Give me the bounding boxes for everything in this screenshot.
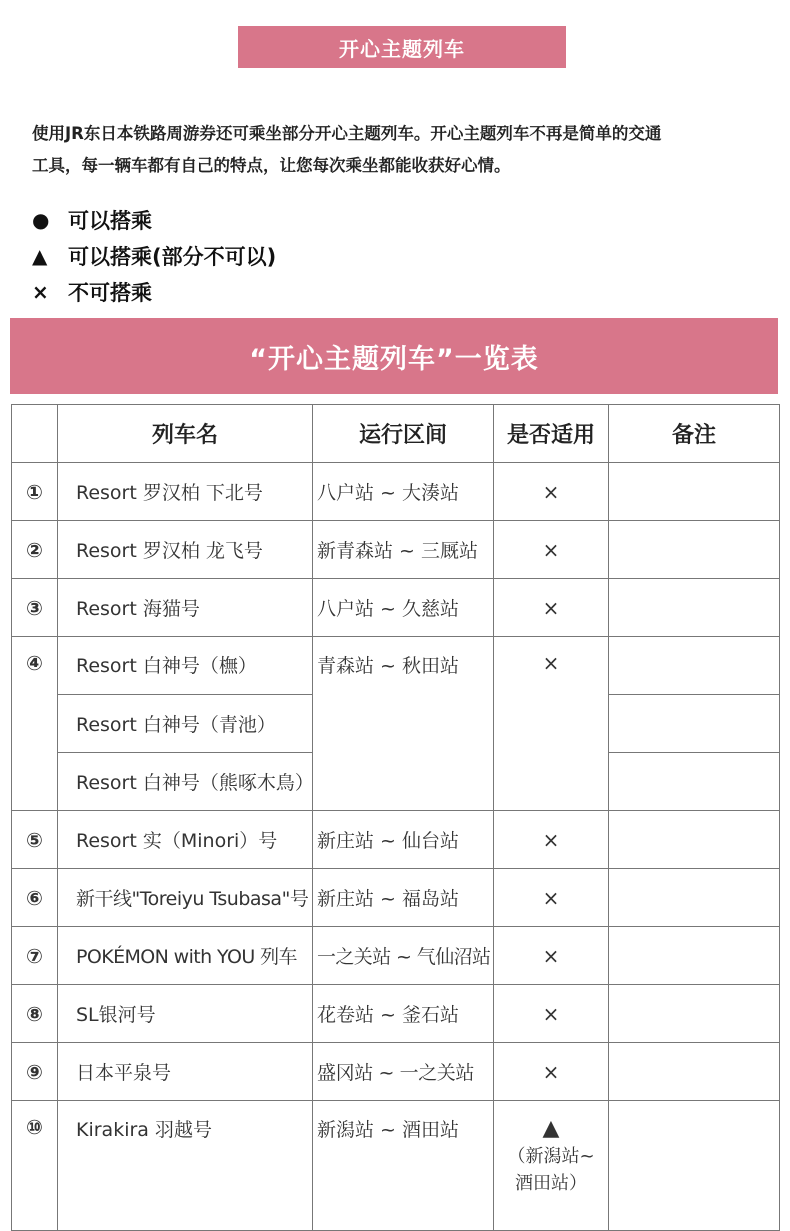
- remarks-cell: [609, 811, 780, 869]
- remarks-cell: [609, 869, 780, 927]
- train-name: SL银河号: [58, 985, 313, 1043]
- train-route: 新庄站 ~ 仙台站: [313, 811, 494, 869]
- train-name: 新干线"Toreiyu Tsubasa"号: [58, 869, 313, 927]
- remarks-cell: [609, 463, 780, 521]
- train-route: 新庄站 ~ 福岛站: [313, 869, 494, 927]
- table-row: [12, 463, 780, 521]
- triangle-icon: ▲: [32, 244, 48, 268]
- intro-text: [32, 118, 772, 182]
- table-row: [12, 521, 780, 579]
- row-number: ①: [12, 463, 58, 521]
- availability-cell: [494, 1101, 609, 1231]
- intro-line-1: 使用JR东日本铁路周游券还可乘坐部分开心主题列车。开心主题列车不再是简单的交通: [32, 124, 662, 143]
- section-title: “开心主题列车”一览表: [10, 318, 778, 394]
- table-row: [12, 811, 780, 869]
- availability-mark: ×: [494, 985, 609, 1043]
- row-number: ⑦: [12, 927, 58, 985]
- row-number: ③: [12, 579, 58, 637]
- legend: [32, 202, 276, 310]
- train-route: 新潟站 ~ 酒田站: [313, 1101, 494, 1231]
- legend-label: 可以搭乘: [68, 209, 152, 233]
- row-number: ⑥: [12, 869, 58, 927]
- table-row: [12, 1043, 780, 1101]
- train-route: 新青森站 ~ 三厩站: [313, 521, 494, 579]
- train-name: Resort 罗汉柏 下北号: [58, 463, 313, 521]
- availability-mark: ×: [494, 927, 609, 985]
- availability-note: （新潟站~: [507, 1146, 595, 1167]
- train-name: 日本平泉号: [58, 1043, 313, 1101]
- train-table: [11, 404, 780, 1231]
- remarks-cell: [609, 753, 780, 811]
- table-row: [12, 869, 780, 927]
- page-title: 开心主题列车: [238, 26, 566, 68]
- legend-label: 可以搭乘(部分不可以): [68, 245, 277, 269]
- train-name: Resort 实（Minori）号: [58, 811, 313, 869]
- availability-note: 酒田站）: [515, 1173, 587, 1194]
- table-row: [12, 927, 780, 985]
- remarks-cell: [609, 695, 780, 753]
- availability-mark: ×: [494, 579, 609, 637]
- header-availability: 是否适用: [494, 405, 609, 463]
- legend-item-available: [32, 202, 276, 238]
- train-name: Resort 白神号（橅）: [58, 637, 313, 695]
- train-name: Resort 海猫号: [58, 579, 313, 637]
- row-number: ⑧: [12, 985, 58, 1043]
- legend-label: 不可搭乘: [68, 281, 152, 305]
- train-route: 青森站 ~ 秋田站: [313, 637, 494, 811]
- availability-mark: ×: [494, 1043, 609, 1101]
- row-number: ⑨: [12, 1043, 58, 1101]
- header-route: 运行区间: [313, 405, 494, 463]
- header-name: 列车名: [58, 405, 313, 463]
- legend-item-partial: [32, 238, 276, 274]
- cross-icon: ×: [32, 280, 49, 304]
- remarks-cell: [609, 927, 780, 985]
- table-row: [12, 637, 780, 695]
- train-name: Resort 白神号（熊啄木鳥）: [58, 753, 313, 811]
- row-number: ⑩: [12, 1101, 58, 1231]
- remarks-cell: [609, 521, 780, 579]
- row-number: ④: [12, 637, 58, 811]
- table-header-row: [12, 405, 780, 463]
- train-route: 一之关站 ~ 气仙沼站: [313, 927, 494, 985]
- row-number: ⑤: [12, 811, 58, 869]
- row-number: ②: [12, 521, 58, 579]
- train-name: Resort 罗汉柏 龙飞号: [58, 521, 313, 579]
- remarks-cell: [609, 1043, 780, 1101]
- train-route: 八户站 ~ 大湊站: [313, 463, 494, 521]
- filled-circle-icon: ●: [32, 208, 50, 232]
- table-row: [12, 579, 780, 637]
- table-row: [12, 985, 780, 1043]
- triangle-icon: ▲: [542, 1116, 560, 1141]
- intro-line-2: 工具，每一辆车都有自己的特点，让您每次乘坐都能收获好心情。: [32, 156, 511, 175]
- remarks-cell: [609, 1101, 780, 1231]
- train-route: 花卷站 ~ 釜石站: [313, 985, 494, 1043]
- availability-mark: ×: [494, 811, 609, 869]
- remarks-cell: [609, 637, 780, 695]
- train-name: POKÉMON with YOU 列车: [58, 927, 313, 985]
- remarks-cell: [609, 579, 780, 637]
- availability-mark: ×: [494, 521, 609, 579]
- header-remarks: 备注: [609, 405, 780, 463]
- header-num: [12, 405, 58, 463]
- train-name: Resort 白神号（青池）: [58, 695, 313, 753]
- availability-mark: ×: [494, 869, 609, 927]
- legend-item-unavailable: [32, 274, 276, 310]
- availability-mark: ×: [494, 463, 609, 521]
- availability-mark: ×: [494, 637, 609, 811]
- remarks-cell: [609, 985, 780, 1043]
- train-name: Kirakira 羽越号: [58, 1101, 313, 1231]
- train-route: 八户站 ~ 久慈站: [313, 579, 494, 637]
- table-row: [12, 1101, 780, 1231]
- train-route: 盛冈站 ~ 一之关站: [313, 1043, 494, 1101]
